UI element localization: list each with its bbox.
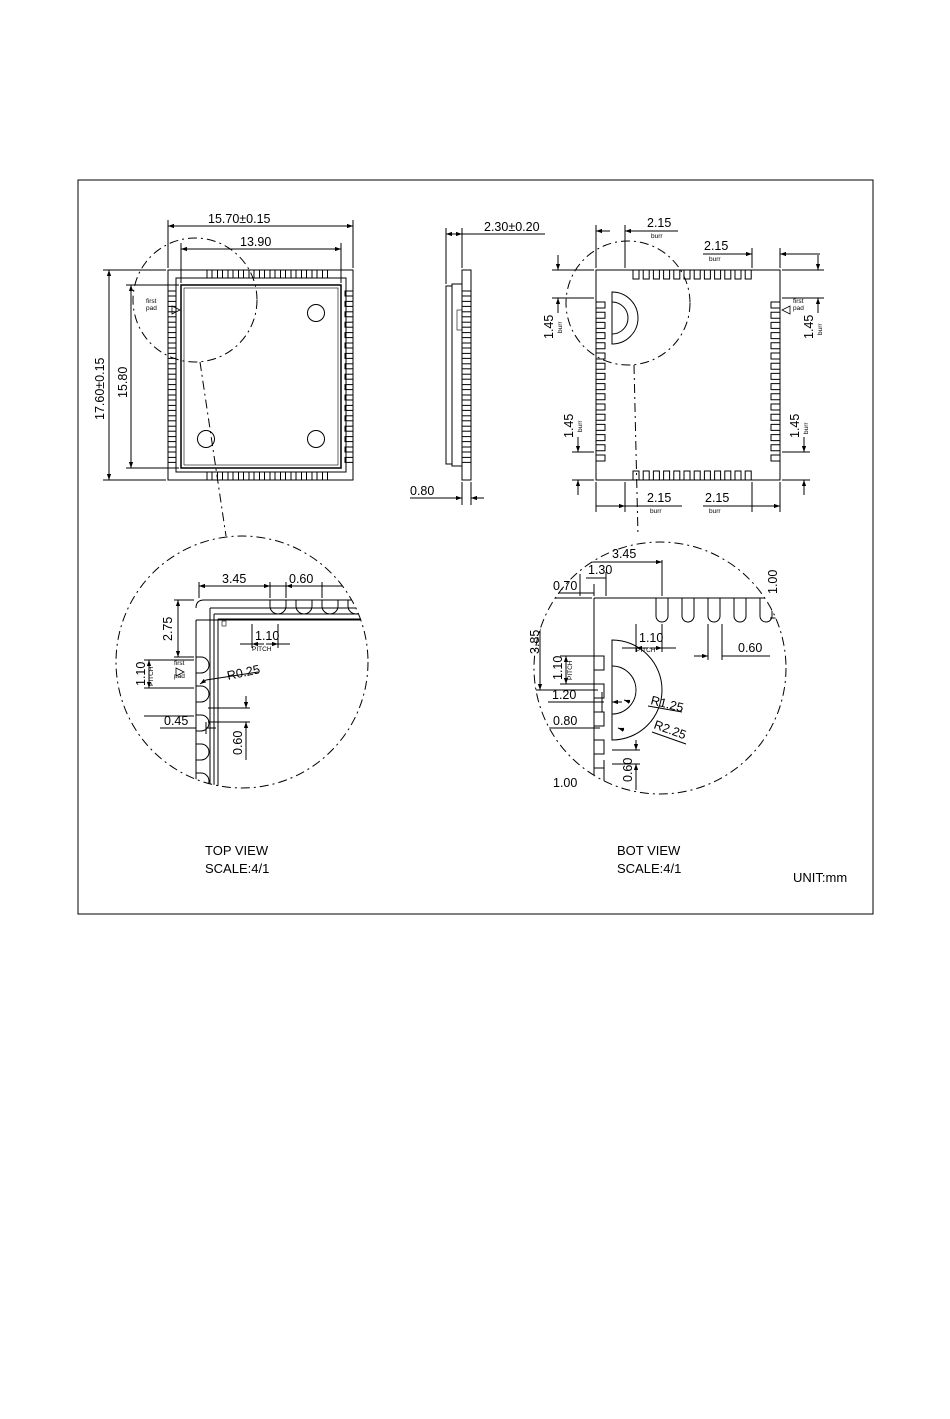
bottom-view-pad [771, 333, 780, 339]
top-detail-060-side-label: 0.60 [231, 730, 245, 755]
bottom-detail-pad [656, 598, 668, 622]
bottom-view-detail-circle [566, 241, 690, 365]
top-detail-pad [348, 600, 364, 614]
bottom-detail-110-side-label: 1.10 [551, 655, 565, 680]
top-detail-pad [196, 715, 209, 731]
bottom-view-pad [596, 394, 605, 400]
top-view-scale: SCALE:4/1 [205, 861, 270, 876]
bottom-view-pad [715, 471, 721, 480]
top-detail-pad [374, 600, 390, 614]
bottom-detail-pad [594, 796, 604, 810]
bottom-detail-r225-label: R2.25 [651, 717, 689, 743]
top-detail-pitch-side-label: PITCH [148, 666, 155, 686]
top-detail-pad [196, 773, 209, 789]
bottom-view-bottom-right-dim: 2.15 [705, 491, 730, 505]
bottom-detail-pad [682, 598, 694, 622]
unit-label: UNIT:mm [793, 870, 848, 885]
bottom-view [552, 225, 824, 536]
bottom-view-pad [771, 322, 780, 328]
bottom-view-pad [704, 471, 710, 480]
bottom-view-pad [653, 471, 659, 480]
bottom-view-pad [771, 363, 780, 369]
bottom-view-burr-label: burr [577, 420, 584, 432]
bottom-view-pad [643, 270, 649, 279]
top-detail-110-side-label: 1.10 [134, 661, 148, 686]
top-view-pad [323, 270, 328, 278]
bottom-view-burr-label: burr [709, 508, 721, 515]
bottom-view-right-upper-dim: 1.45 [802, 314, 816, 339]
bottom-view-pad [771, 445, 780, 451]
side-view-thickness-label: 2.30±0.20 [484, 220, 540, 234]
top-view-pad [168, 333, 176, 338]
bottom-view-pad [745, 471, 751, 480]
drawing-frame [78, 180, 873, 914]
bottom-view-pad [633, 270, 639, 279]
bottom-view-scale: SCALE:4/1 [617, 861, 682, 876]
top-view-pad [312, 472, 317, 480]
bottom-view-pad [674, 471, 680, 480]
top-view-pad [168, 416, 176, 421]
top-view-hole [308, 305, 325, 322]
bottom-view-pad [771, 343, 780, 349]
bottom-view-pad [596, 302, 605, 308]
top-view-inner-width-label: 13.90 [240, 235, 272, 249]
bottom-view-pad [694, 471, 700, 480]
top-detail-060-label: 0.60 [289, 572, 314, 586]
side-view-pad-height-label: 0.80 [410, 484, 435, 498]
top-detail-pad [196, 657, 209, 673]
bottom-view-pad [735, 471, 741, 480]
top-detail-pad [270, 600, 286, 614]
top-detail-first-pad-label: first [174, 660, 185, 667]
bottom-view-pad [596, 404, 605, 410]
bottom-detail-130-label: 1.30 [588, 563, 613, 577]
bottom-view-burr-label: burr [817, 323, 824, 335]
bottom-view-pad [596, 353, 605, 359]
bottom-view-pad [771, 435, 780, 441]
bottom-view-pad [596, 455, 605, 461]
top-detail-275-label: 2.75 [161, 616, 175, 641]
bottom-view-pad [725, 270, 731, 279]
bottom-detail-060-bottom-label: 0.60 [621, 757, 635, 782]
bottom-view-left-upper-dim: 1.45 [542, 314, 556, 339]
top-view-pad [218, 472, 223, 480]
bottom-view-pad [596, 343, 605, 349]
top-view-overall-width-label: 15.70±0.15 [208, 212, 271, 226]
bottom-view-pad [725, 471, 731, 480]
top-detail-pad [196, 802, 209, 818]
bottom-view-bottom-left-dim: 2.15 [647, 491, 672, 505]
top-view-pad [168, 343, 176, 348]
top-view-pad [168, 457, 176, 462]
bottom-view-pad [771, 312, 780, 318]
bottom-view-pad [771, 424, 780, 430]
top-detail-pad [322, 600, 338, 614]
bottom-view-pad [633, 471, 639, 480]
bottom-detail-r125-label: R1.25 [649, 693, 686, 715]
top-view-pad [260, 472, 265, 480]
top-view-pad [239, 270, 244, 278]
bottom-view-left-lower-dim: 1.45 [562, 413, 576, 438]
top-view-pad [281, 270, 286, 278]
bottom-view-pad [771, 414, 780, 420]
bottom-detail-pitch-side-label: PITCH [567, 660, 574, 680]
bottom-view-pad [596, 373, 605, 379]
bottom-view-pad [771, 353, 780, 359]
top-view-pad [302, 472, 307, 480]
bottom-view-pad [771, 373, 780, 379]
bottom-detail-080-label: 0.80 [553, 714, 578, 728]
top-view-shield [181, 285, 341, 468]
top-view-pad [291, 472, 296, 480]
top-view-pad [312, 270, 317, 278]
bottom-view-pad [596, 445, 605, 451]
top-view-pad [168, 426, 176, 431]
bottom-detail-pad [708, 598, 720, 622]
bottom-detail-100-top-label: 1.00 [766, 569, 780, 594]
bottom-view-burr-label: burr [651, 233, 663, 240]
bottom-view-top-left-dim: 2.15 [647, 216, 672, 230]
top-view-pad [168, 405, 176, 410]
bottom-detail-100-bottom-label: 1.00 [553, 776, 578, 790]
top-view-pad [228, 270, 233, 278]
top-view-pad [207, 270, 212, 278]
bottom-view-caption: BOT VIEW [617, 843, 681, 858]
bottom-view-pad [596, 312, 605, 318]
bottom-detail-120-label: 1.20 [552, 688, 577, 702]
top-view-hole [308, 431, 325, 448]
bottom-view-pad [771, 394, 780, 400]
top-view-caption: TOP VIEW [205, 843, 269, 858]
top-view-pad [168, 437, 176, 442]
top-view-first-pad-label: first [146, 298, 157, 305]
top-view-outer-body [168, 270, 353, 480]
bottom-detail-pad [786, 598, 798, 622]
top-view-first-pad-label-2: pad [146, 305, 157, 312]
top-view-pad [168, 364, 176, 369]
top-view [103, 220, 353, 536]
bottom-view-pad [704, 270, 710, 279]
bottom-detail-070-label: 0.70 [553, 579, 578, 593]
bottom-detail-pad [594, 656, 604, 670]
top-detail-110-label: 1.10 [255, 629, 280, 643]
top-view-pad [168, 291, 176, 296]
top-view-pad [302, 270, 307, 278]
top-detail-pad [196, 744, 209, 760]
top-view-pad [249, 472, 254, 480]
bottom-detail-385-label: 3.85 [528, 629, 542, 654]
bottom-view-right-lower-dim: 1.45 [788, 413, 802, 438]
bottom-view-pad [643, 471, 649, 480]
bottom-view-pad [745, 270, 751, 279]
top-detail-pad [296, 600, 312, 614]
bottom-view-pad [771, 302, 780, 308]
bottom-detail-pad [734, 598, 746, 622]
bottom-view-top-right-dim: 2.15 [704, 239, 729, 253]
bottom-view-burr-label: burr [557, 321, 564, 333]
top-view-pad [323, 472, 328, 480]
top-detail-045-label: 0.45 [164, 714, 189, 728]
top-detail-345-label: 3.45 [222, 572, 247, 586]
bottom-view-center-pad [612, 292, 638, 344]
top-view-pad [218, 270, 223, 278]
top-detail-r025-label: R0.25 [225, 662, 262, 683]
bottom-view-pad [596, 322, 605, 328]
top-view-pad [168, 395, 176, 400]
bottom-detail-060-right-label: 0.60 [738, 641, 763, 655]
bottom-detail-pitch-label: PITCH [636, 647, 656, 654]
top-view-pad [270, 270, 275, 278]
top-view-pad [239, 472, 244, 480]
top-view-pad [281, 472, 286, 480]
top-view-pad [207, 472, 212, 480]
top-detail-first-pad-label-2: pad [174, 673, 185, 680]
bottom-view-first-pad-label: first [793, 298, 804, 305]
bottom-view-pad [596, 333, 605, 339]
bottom-detail-pad [594, 768, 604, 782]
bottom-detail-pad [594, 740, 604, 754]
side-view [410, 228, 545, 505]
top-view-pad [168, 385, 176, 390]
bottom-view-pad [664, 270, 670, 279]
top-detail-pad [196, 686, 209, 702]
bottom-view-pad [771, 404, 780, 410]
bottom-view-pad [771, 384, 780, 390]
bottom-view-pad [596, 363, 605, 369]
top-view-inner-height-label: 15.80 [116, 366, 130, 398]
top-view-overall-height-label: 17.60±0.15 [93, 357, 107, 420]
bottom-view-pad [596, 424, 605, 430]
bottom-view-pad [674, 270, 680, 279]
bottom-view-burr-label: burr [709, 256, 721, 263]
bottom-view-burr-label: burr [803, 422, 810, 434]
bottom-view-pad [596, 384, 605, 390]
top-view-pad [291, 270, 296, 278]
top-view-pad [168, 322, 176, 327]
top-view-pad [168, 447, 176, 452]
top-view-pad [270, 472, 275, 480]
bottom-view-first-pad-label-2: pad [793, 305, 804, 312]
top-view-pad [168, 374, 176, 379]
bottom-view-pad [596, 414, 605, 420]
top-view-pad [228, 472, 233, 480]
bottom-view-burr-label: burr [650, 508, 662, 515]
bottom-view-pad [771, 455, 780, 461]
bottom-detail-345-label: 3.45 [612, 547, 637, 561]
bottom-view-pad [715, 270, 721, 279]
top-view-pad [260, 270, 265, 278]
bottom-detail-pad [594, 712, 604, 726]
bottom-view-body [596, 270, 780, 480]
bottom-detail-110-label: 1.10 [639, 631, 664, 645]
bottom-view-pad [664, 471, 670, 480]
bottom-view-pad [694, 270, 700, 279]
bottom-view-pad [596, 435, 605, 441]
top-detail-pitch-label: PITCH [252, 646, 272, 653]
bottom-view-pad [653, 270, 659, 279]
bottom-view-pad [735, 270, 741, 279]
bottom-view-pad [684, 471, 690, 480]
